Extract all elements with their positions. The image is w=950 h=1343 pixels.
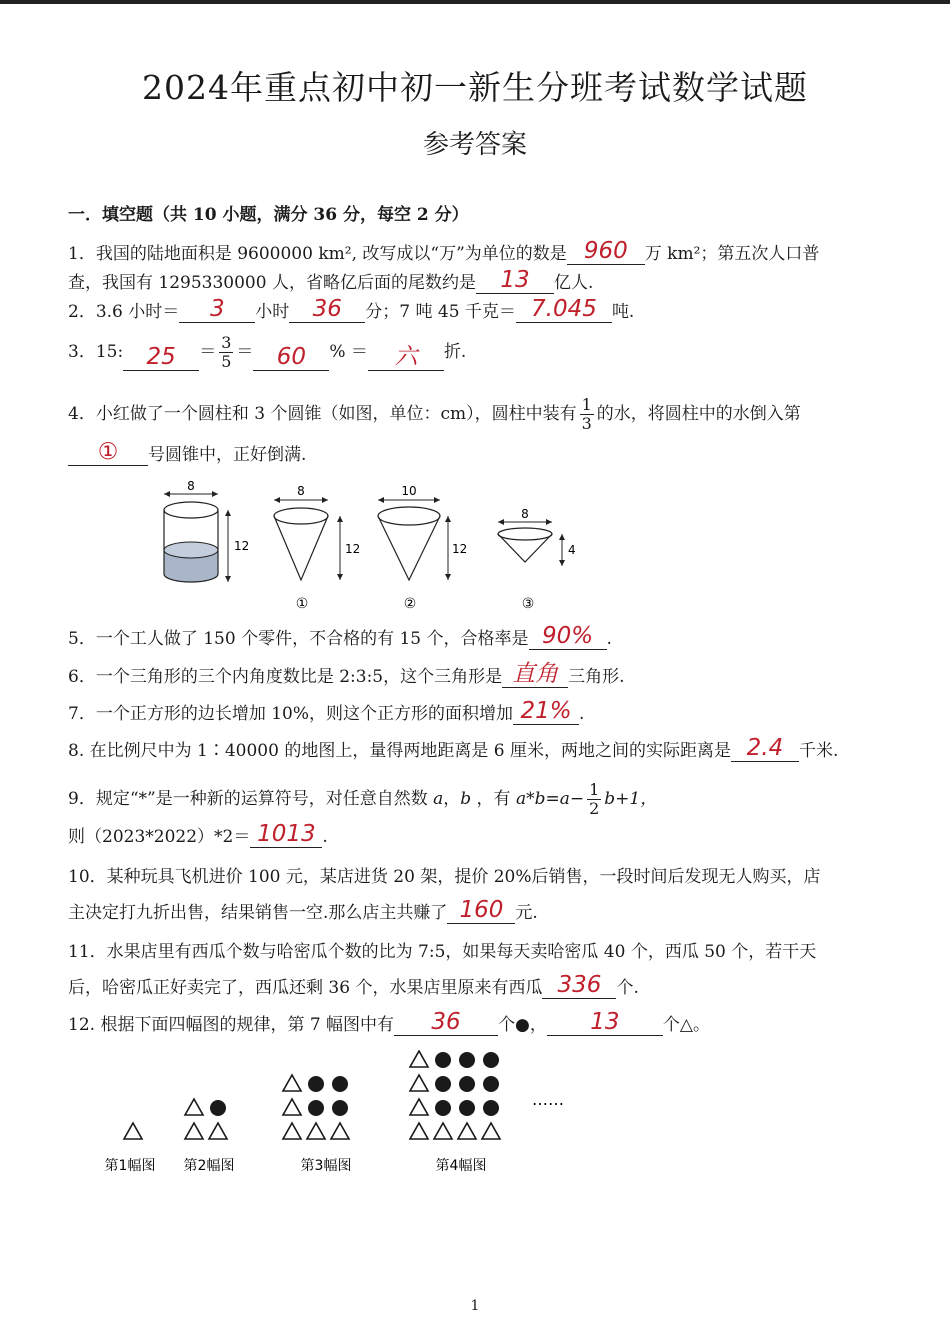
q3-text-e: 折.	[443, 342, 467, 362]
q5-text-b: .	[606, 629, 612, 649]
triangle-shape	[410, 1051, 428, 1067]
dot-shape	[332, 1100, 348, 1116]
cone-2-height-label: 12	[452, 542, 468, 556]
q9-answer-1: 1013	[257, 821, 316, 847]
q2-text-d: 吨.	[611, 302, 635, 322]
cylinder-figure	[164, 479, 249, 582]
q12-line	[68, 1009, 710, 1036]
q3-text-b: ＝	[199, 342, 217, 362]
q10-blank-1[interactable]	[447, 897, 515, 924]
q7-line	[68, 698, 585, 725]
q3-blank-3[interactable]	[368, 344, 444, 371]
dot-shape	[308, 1100, 324, 1116]
dot-shape	[308, 1076, 324, 1092]
q12-answer-1: 36	[431, 1009, 461, 1035]
q11-line1: 11．水果店里有西瓜个数与哈密瓜个数的比为 7:5，如果每天卖哈密瓜 40 个，西瓜 50 个，若干天	[68, 942, 817, 962]
caption-figure-2: 第2幅图	[183, 1158, 235, 1174]
top-border	[0, 0, 950, 4]
cone-1-number: ①	[295, 596, 309, 612]
cone-3-diameter-label: 8	[521, 507, 529, 521]
cone-2-diameter-label: 10	[401, 484, 417, 498]
q3-text-c: ＝	[236, 342, 254, 362]
dot-shape	[210, 1100, 226, 1116]
q3-blank-1[interactable]	[123, 344, 199, 371]
q1-blank-1[interactable]	[567, 238, 645, 265]
cone-2-number: ②	[403, 596, 417, 612]
q9-formula-left: a*b=a−	[515, 789, 585, 809]
triangle-shape	[283, 1075, 301, 1091]
q9-text-d: .	[322, 827, 328, 847]
q2-blank-1[interactable]	[179, 296, 255, 323]
q9-sep: ，	[443, 789, 461, 809]
triangle-shape	[185, 1099, 203, 1115]
q11-text-c: 个.	[616, 978, 639, 998]
triangle-shape	[209, 1123, 227, 1139]
q11-text-b: 后，哈密瓜正好卖完了，西瓜还剩 36 个，水果店里原来有西瓜	[68, 978, 543, 998]
q11-blank-1[interactable]	[542, 972, 616, 999]
triangle-shape	[283, 1123, 301, 1139]
dot-shape	[483, 1076, 499, 1092]
q9-text-b: ，有	[476, 789, 511, 809]
q2-answer-1: 3	[209, 296, 225, 322]
triangle-shape	[331, 1123, 349, 1139]
q12-text-c: 个△。	[662, 1015, 710, 1035]
q9-var-a: a	[433, 789, 444, 809]
q1-answer-1: 960	[583, 238, 628, 264]
caption-figure-1: 第1幅图	[104, 1158, 156, 1174]
q1-line1	[68, 238, 820, 265]
page-number: 1	[470, 1298, 480, 1314]
q12-answer-2: 13	[590, 1009, 620, 1035]
q1-line2	[68, 267, 594, 294]
q7-blank-1[interactable]	[513, 698, 579, 725]
q9-fraction	[587, 781, 601, 818]
q9-blank-1[interactable]	[250, 821, 322, 848]
q12-text-a: 12. 根据下面四幅图的规律，第 7 幅图中有	[68, 1015, 395, 1035]
q4-figure	[150, 478, 600, 618]
q9-text-a: 9．规定“*”是一种新的运算符号，对任意自然数	[68, 789, 428, 809]
q3-answer-1: 25	[146, 344, 176, 370]
q2-answer-2: 36	[312, 296, 342, 322]
q10-text-b: 主决定打九折出售，结果销售一空.那么店主共赚了	[68, 903, 448, 923]
q6-answer-1: 直角	[512, 661, 559, 687]
q8-text-b: 千米.	[798, 741, 839, 761]
q6-blank-1[interactable]	[502, 661, 568, 688]
q5-blank-1[interactable]	[529, 623, 607, 650]
q8-text-a: 8. 在比例尺中为 1∶40000 的地图上，量得两地距离是 6 厘米，两地之间的实际距离是	[68, 741, 731, 761]
q1-text-d: 亿人.	[553, 273, 594, 293]
dot-shape	[483, 1052, 499, 1068]
cylinder-diameter-label: 8	[187, 479, 195, 493]
dot-shape	[435, 1100, 451, 1116]
cone-3-figure	[498, 507, 576, 612]
dot-shape	[459, 1076, 475, 1092]
q4-line2	[68, 439, 307, 466]
pattern-ellipsis: ……	[532, 1090, 564, 1109]
q5-line	[68, 623, 612, 650]
q3-text-a: 3．15:	[68, 342, 124, 362]
q1-text-a: 1．我国的陆地面积是 9600000 km², 改写成以“万”为单位的数是	[68, 244, 567, 264]
q3-answer-2: 60	[276, 344, 307, 370]
triangle-shape	[434, 1123, 452, 1139]
q11-answer-1: 336	[557, 972, 602, 998]
q4-text-a: 4．小红做了一个圆柱和 3 个圆锥（如图，单位：cm），圆柱中装有	[68, 404, 577, 424]
q4-text-b: 的水，将圆柱中的水倒入第	[596, 404, 801, 424]
triangle-shape	[185, 1123, 203, 1139]
pattern-shapes	[124, 1051, 500, 1139]
q3-fraction	[219, 334, 233, 371]
q9-var-b: b	[460, 789, 472, 809]
caption-figure-4: 第4幅图	[435, 1158, 487, 1174]
q7-text-b: .	[579, 704, 585, 724]
cone-1-height-label: 12	[345, 542, 361, 556]
q9-frac-den: 2	[589, 799, 600, 818]
q3-line	[68, 334, 466, 371]
q8-answer-1: 2.4	[746, 735, 784, 761]
q4-frac-den: 3	[581, 414, 592, 433]
q3-blank-2[interactable]	[253, 344, 329, 371]
q2-text-b: 小时	[255, 302, 290, 322]
caption-figure-3: 第3幅图	[300, 1158, 352, 1174]
q10-text-c: 元.	[515, 903, 538, 923]
q4-fraction	[580, 396, 594, 433]
cone-1-figure	[274, 484, 360, 612]
q1-answer-2: 13	[500, 267, 530, 293]
cone-1-diameter-label: 8	[297, 484, 305, 498]
q4-line1	[68, 396, 801, 433]
section-heading: 一．填空题（共 10 小题，满分 36 分，每空 2 分）	[68, 205, 469, 225]
q3-frac-den: 5	[221, 352, 232, 371]
q2-blank-3[interactable]	[516, 296, 612, 323]
q9-text-c: 则（2023*2022）*2＝	[68, 827, 251, 847]
q6-text-a: 6．一个三角形的三个内角度数比是 2:3:5，这个三角形是	[68, 667, 503, 687]
q3-answer-3: 六	[394, 344, 418, 370]
dot-shape	[459, 1100, 475, 1116]
triangle-shape	[307, 1123, 325, 1139]
cone-3-number: ③	[521, 596, 535, 612]
triangle-shape	[410, 1075, 428, 1091]
cone-3-height-label: 4	[568, 543, 576, 557]
q6-line	[68, 661, 625, 688]
q4-answer-1: ①	[97, 439, 119, 465]
q2-text-a: 2．3.6 小时＝	[68, 302, 180, 322]
q8-line	[68, 735, 839, 762]
q12-blank-1[interactable]	[394, 1009, 498, 1036]
q5-answer-1: 90%	[541, 623, 594, 649]
q7-text-a: 7．一个正方形的边长增加 10%，则这个正方形的面积增加	[68, 704, 514, 724]
q9-line1	[68, 781, 657, 818]
page-title: 2024年重点初中初一新生分班考试数学试题	[142, 68, 808, 107]
q3-text-d: % ＝	[329, 342, 368, 362]
q1-text-c: 查，我国有 1295330000 人，省略亿后面的尾数约是	[68, 273, 476, 293]
q9-frac-num: 1	[589, 780, 600, 799]
cylinder-height-label: 12	[234, 539, 250, 553]
triangle-shape	[124, 1123, 142, 1139]
q3-frac-num: 3	[221, 333, 232, 352]
q7-answer-1: 21%	[520, 698, 572, 724]
q2-blank-2[interactable]	[289, 296, 365, 323]
triangle-shape	[283, 1099, 301, 1115]
cone-2-figure	[378, 484, 467, 612]
triangle-shape	[458, 1123, 476, 1139]
dot-shape	[435, 1076, 451, 1092]
q4-blank-1[interactable]	[68, 439, 148, 466]
q2-line	[68, 296, 635, 323]
dot-shape	[435, 1052, 451, 1068]
dot-shape	[332, 1076, 348, 1092]
q8-blank-1[interactable]	[731, 735, 799, 762]
page-subtitle: 参考答案	[422, 130, 527, 160]
q2-answer-3: 7.045	[531, 296, 597, 322]
q10-answer-1: 160	[459, 897, 504, 923]
dot-shape	[459, 1052, 475, 1068]
dot-shape	[483, 1100, 499, 1116]
q12-blank-2[interactable]	[547, 1009, 663, 1036]
q6-text-b: 三角形.	[568, 667, 625, 687]
triangle-shape	[482, 1123, 500, 1139]
q12-pattern-figure	[95, 1050, 595, 1180]
q1-blank-2[interactable]	[476, 267, 554, 294]
q4-text-c: 号圆锥中，正好倒满.	[148, 445, 307, 465]
q10-line1: 10．某种玩具飞机进价 100 元，某店进货 20 架，提价 20%后销售，一段时间后发现无人购买，店	[68, 867, 821, 887]
q9-line2	[68, 821, 328, 848]
q10-line2	[68, 897, 538, 924]
q1-text-b: 万 km²；第五次人口普	[644, 244, 820, 264]
q4-frac-num: 1	[581, 395, 592, 414]
q12-text-b: 个●，	[498, 1015, 547, 1035]
q11-line2	[68, 972, 639, 999]
q2-text-c: 分；7 吨 45 千克＝	[365, 302, 516, 322]
q5-text-a: 5．一个工人做了 150 个零件，不合格的有 15 个，合格率是	[68, 629, 529, 649]
triangle-shape	[410, 1123, 428, 1139]
triangle-shape	[410, 1099, 428, 1115]
q9-formula-right: b+1，	[604, 789, 658, 809]
